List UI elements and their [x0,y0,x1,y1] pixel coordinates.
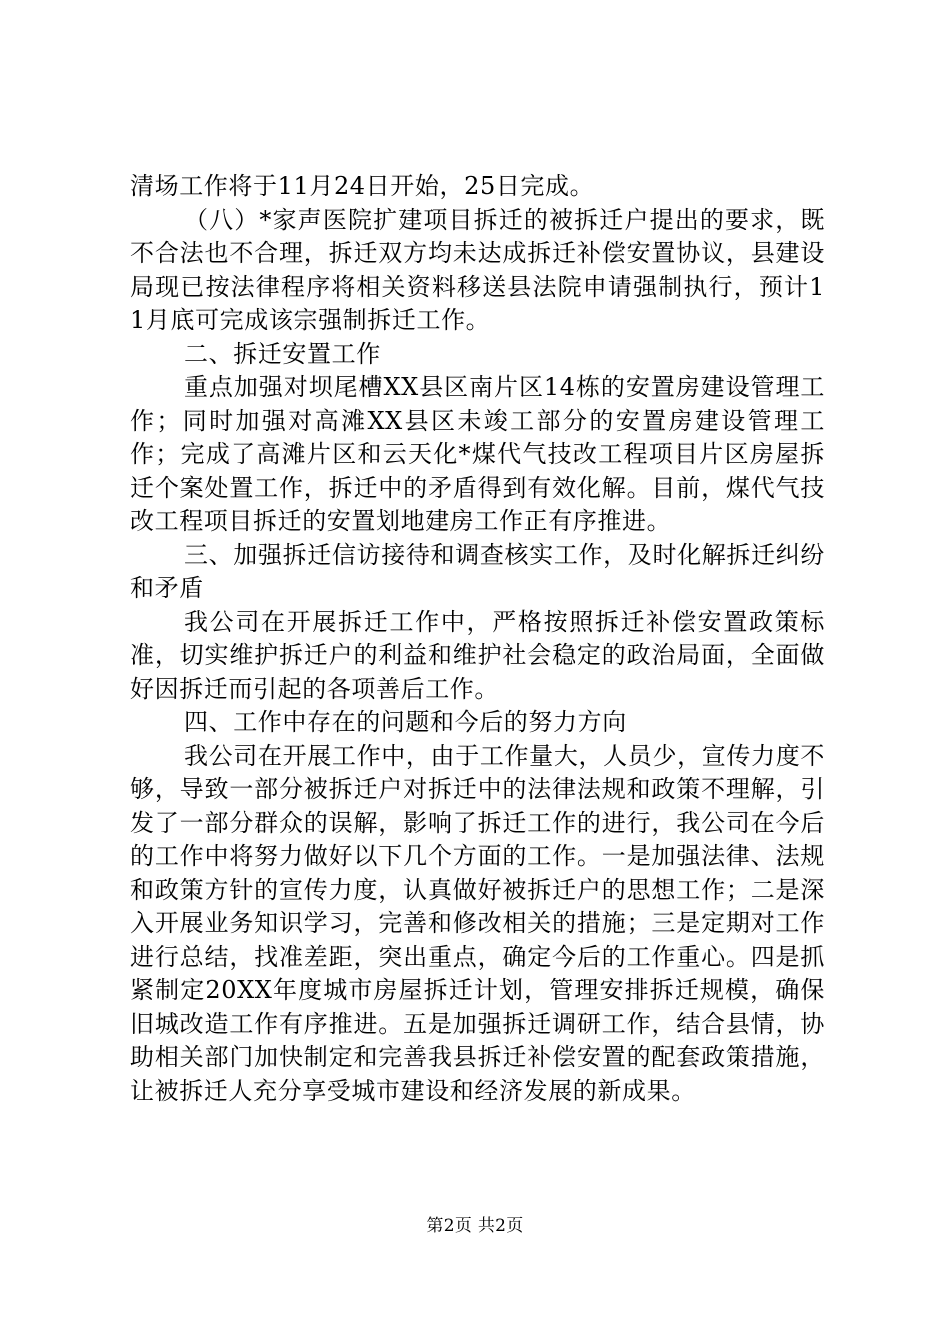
document-body [130,170,825,1108]
page-footer: 第2页 共2页 [426,1216,524,1236]
section-heading-three: 三、加强拆迁信访接待和调查核实工作，及时化解拆迁纠纷和矛盾 [130,540,825,602]
paragraph-problems: 我公司在开展工作中，由于工作量大，人员少，宣传力度不够，导致一部分被拆迁户对拆迁中的法律法规和政策不理解，引发了一部分群众的误解，影响了拆迁工作的进行，我公司在今后的工作中将努力做好以下几个方面的工作。一是加强法律、法规和政策方针的宣传力度，认真做好被拆迁户的思想工作；二是深入开展业务知识学习，完善和修改相关的措施；三是定期对工作进行总结，找准差距，突出重点，确定今后的工作重心。四是抓紧制定20XX年度城市房屋拆迁计划，管理安排拆迁规模，确保旧城改造工作有序推进。五是加强拆迁调研工作，结合县情，协助相关部门加快制定和完善我县拆迁补偿安置的配套政策措施，让被拆迁人充分享受城市建设和经济发展的新成果。 [130,741,825,1105]
section-heading-two: 二、拆迁安置工作 [184,339,381,368]
paragraph-item-eight: （八）*家声医院扩建项目拆迁的被拆迁户提出的要求，既不合法也不合理，拆迁双方均未达成拆迁补偿安置协议，县建设局现已按法律程序将相关资料移送县法院申请强制执行，预计11月底可完成该宗强制拆迁工作。 [130,205,825,334]
paragraph-resettlement: 重点加强对坝尾槽XX县区南片区14栋的安置房建设管理工作；同时加强对高滩XX县区未竣工部分的安置房建设管理工作；完成了高滩片区和云天化*煤代气技改工程项目片区房屋拆迁个案处置工作，拆迁中的矛盾得到有效化解。目前，煤代气技改工程项目拆迁的安置划地建房工作正有序推进。 [130,373,825,535]
section-heading-four: 四、工作中存在的问题和今后的努力方向 [184,708,627,736]
paragraph-petition: 我公司在开展拆迁工作中，严格按照拆迁补偿安置政策标准，切实维护拆迁户的利益和维护社会稳定的政治局面，全面做好因拆迁而引起的各项善后工作。 [130,607,825,703]
paragraph-continuation: 清场工作将于11月24日开始，25日完成。 [130,172,595,200]
